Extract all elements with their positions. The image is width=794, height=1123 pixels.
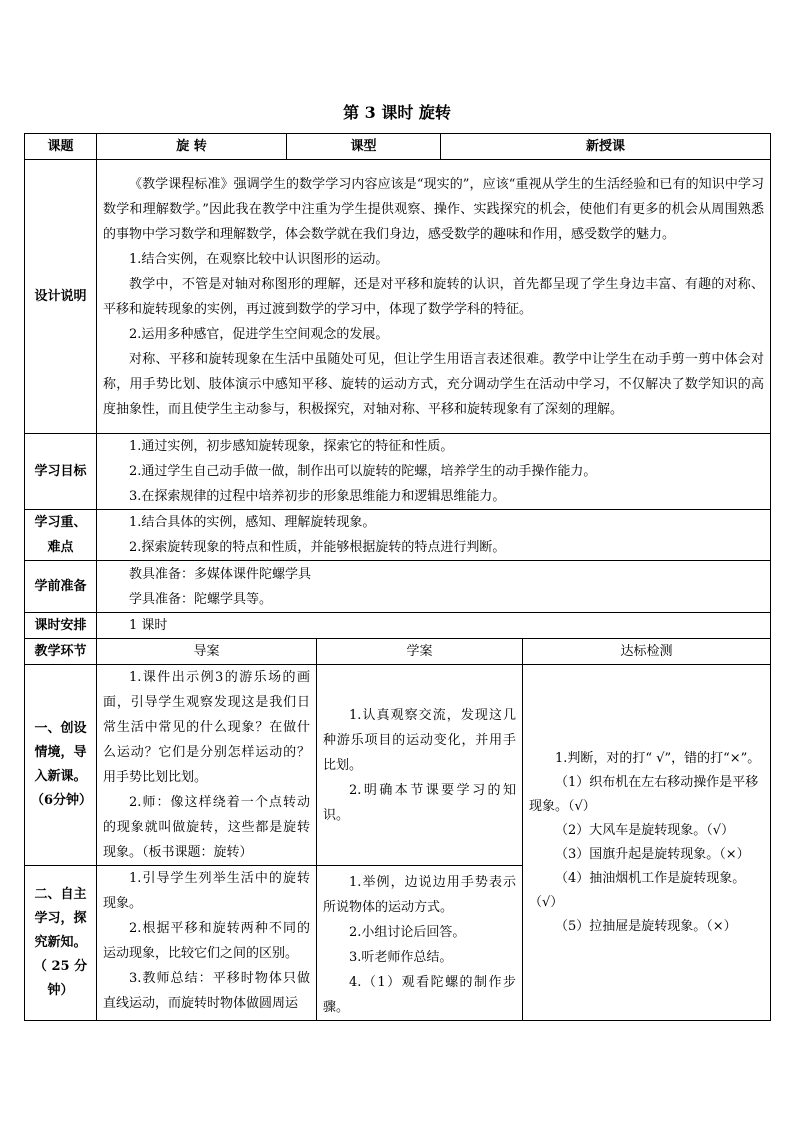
keypoint-item: 1.结合具体的实例，感知、理解旋转现象。 — [129, 515, 376, 530]
design-row — [25, 160, 771, 434]
keypoints-content — [97, 510, 771, 561]
goal-item: 2.通过学生自己动手做一做，制作出可以旋转的陀螺，培养学生的动手操作能力。 — [129, 464, 597, 479]
design-paragraph: 对称、平移和旋转现象在生活中虽随处可见，但让学生用语言表述很难。教学中让学生在动手剪一剪中体会对称，用手势比划、肢体演示中感知平移、旋转的运动方式，充分调动学生在活动中学习，不仅解决了数学知识的高度抽象性，而且使学生主动参与，积极探究，对轴对称、平移和旋转现象有了深刻的理解。 — [103, 351, 765, 417]
check-item: （1）织布机在左右移动操作是平移现象。（√） — [529, 774, 759, 814]
lesson-plan-table — [24, 133, 771, 1021]
check-item: （4）抽油烟机工作是旋转现象。（√） — [529, 870, 746, 910]
prep-row — [25, 561, 771, 613]
keypoints-label-line: 学习重、 — [34, 515, 87, 530]
header-row — [25, 134, 771, 160]
page-title: 第 3 课时 旋转 — [343, 103, 451, 122]
prep-item: 教具准备：多媒体课件陀螺学具 — [129, 566, 312, 582]
guide-item: 1.引导学生列举生活中的旋转现象。 — [103, 871, 310, 911]
prep-label: 学前准备 — [25, 561, 97, 613]
section1-label-line: 入新课。 — [34, 769, 87, 784]
design-paragraph: 1.结合实例，在观察比较中认识图形的运动。 — [129, 251, 389, 267]
study-item: 2.明确本节课要学习的知识。 — [323, 782, 517, 823]
section1-study — [317, 665, 523, 866]
col-study: 学案 — [317, 639, 523, 665]
topic-value: 旋 转 — [97, 134, 287, 160]
col-check: 达标检测 — [523, 639, 771, 665]
study-item: 1.认真观察交流，发现这几种游乐项目的运动变化，并用手比划。 — [323, 707, 517, 773]
guide-item: 3.教师总结：平移时物体只做直线运动，而旋转时物体做圆周运 — [103, 971, 310, 1011]
check-item: （5）拉抽屉是旋转现象。（×） — [555, 918, 737, 934]
column-header-row — [25, 639, 771, 665]
section1-label — [25, 665, 97, 866]
section1-row — [25, 665, 771, 866]
check-intro: 1.判断，对的打“ √”，错的打“×”。 — [555, 750, 761, 766]
design-paragraph: 《教学课程标准》强调学生的数学学习内容应该是“现实的”，应该“重视从学生的生活经验和已有的知识中学习数学和理解数学。”因此我在教学中注重为学生提供观察、操作、实践探究的机会，使他们有更多的机会从周围熟悉的事物中学习数学和理解数学，体会数学就在我们身边，感受数学的趣味和作用，感受数学的魅力。 — [103, 176, 765, 242]
schedule-row — [25, 613, 771, 639]
schedule-value — [97, 613, 771, 639]
schedule-text: 1 课时 — [129, 618, 168, 633]
design-paragraph: 2.运用多种感官，促进学生空间观念的发展。 — [129, 326, 389, 342]
design-paragraph: 教学中，不管是对轴对称图形的理解，还是对平移和旋转的认识，首先都呈现了学生身边丰富、有趣的对称、平移和旋转现象的实例，再过渡到数学的学习中，体现了数学学科的特征。 — [103, 276, 765, 317]
check-content — [523, 665, 771, 1021]
prep-content — [97, 561, 771, 613]
section2-label-line: 钟） — [47, 983, 74, 998]
check-answers — [529, 747, 764, 939]
study-item: 4.（1）观看陀螺的制作步骤。 — [323, 975, 517, 1015]
check-item: （3）国旗升起是旋转现象。（×） — [555, 846, 750, 862]
section2-label — [25, 866, 97, 1021]
topic-label: 课题 — [25, 134, 97, 160]
section2-guide — [97, 866, 317, 1021]
keypoint-item: 2.探索旋转现象的特点和性质，并能够根据旋转的特点进行判断。 — [129, 540, 506, 555]
col-stage: 教学环节 — [25, 639, 97, 665]
section2-label-line: （ 25 分 — [33, 959, 88, 974]
section1-label-line: 情境，导 — [34, 745, 87, 760]
keypoints-label-line: 难点 — [47, 540, 74, 555]
section2-study — [317, 866, 523, 1021]
prep-item: 学具准备：陀螺学具等。 — [129, 591, 273, 607]
goal-item: 3.在探索规律的过程中培养初步的形象思维能力和逻辑思维能力。 — [129, 489, 506, 504]
design-label: 设计说明 — [25, 160, 97, 434]
section2-label-line: 二、自主 — [34, 887, 87, 902]
keypoints-label — [25, 510, 97, 561]
keypoints-row — [25, 510, 771, 561]
section1-guide — [97, 665, 317, 866]
schedule-label: 课时安排 — [25, 613, 97, 639]
section2-label-line: 学习，探 — [34, 911, 87, 926]
goals-content — [97, 434, 771, 510]
col-guide: 导案 — [97, 639, 317, 665]
study-item: 1.举例，边说边用手势表示所说物体的运动方式。 — [323, 875, 517, 915]
design-content — [97, 160, 771, 434]
check-item: （2）大风车是旋转现象。（√） — [555, 822, 735, 838]
type-label: 课型 — [287, 134, 441, 160]
type-value: 新授课 — [441, 134, 771, 160]
section1-label-line: （6分钟） — [31, 793, 93, 808]
guide-item: 1.课件出示例3的游乐场的画面，引导学生观察发现这是我们日常生活中常见的什么现象？在做什么运动？它们是分别怎样运动的？用手势比划比划。 — [103, 670, 310, 785]
section2-label-line: 究新知。 — [34, 935, 87, 950]
section1-label-line: 一、创设 — [34, 721, 87, 736]
guide-item: 2.师：像这样绕着一个点转动的现象就叫做旋转，这些都是旋转现象。（板书课题：旋转） — [103, 795, 310, 860]
study-item: 2.小组讨论后回答。 — [349, 925, 466, 940]
goals-label: 学习目标 — [25, 434, 97, 510]
goal-item: 1.通过实例，初步感知旋转现象，探索它的特征和性质。 — [129, 439, 454, 454]
study-item: 3.听老师作总结。 — [349, 950, 453, 965]
goals-row — [25, 434, 771, 510]
guide-item: 2.根据平移和旋转两种不同的运动现象，比较它们之间的区别。 — [103, 921, 310, 961]
